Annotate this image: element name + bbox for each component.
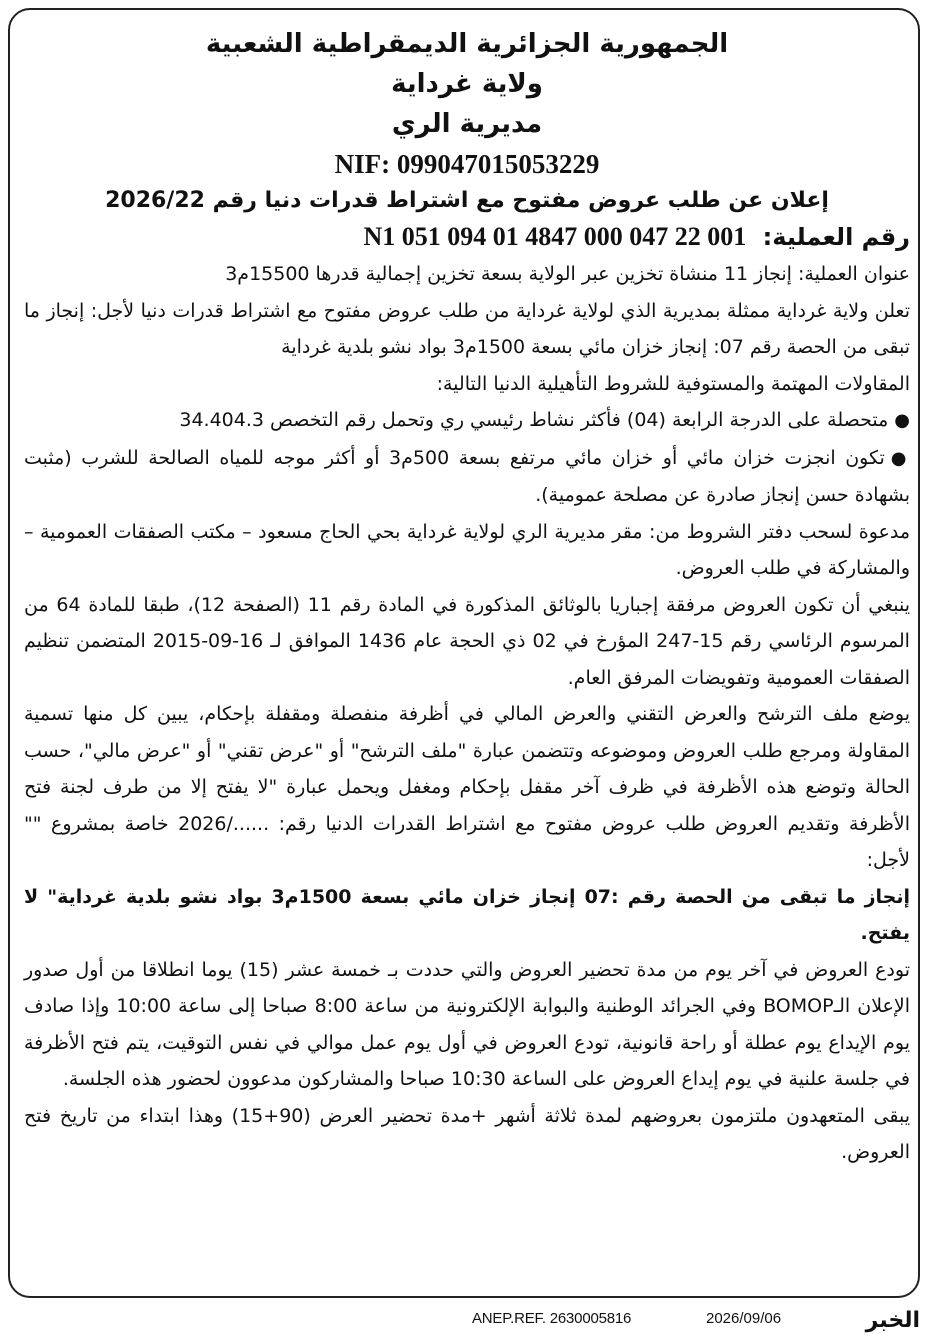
directorate-title: مديرية الري bbox=[391, 109, 543, 139]
notice-content bbox=[24, 24, 910, 1171]
bullet-icon: ● bbox=[890, 447, 910, 469]
paragraph-envelopes: يوضع ملف الترشح والعرض التقني والعرض المالي في أظرفة منفصلة ومقفلة بإحكام، يبين كل منها تسمية المقاولة ومرجع طلب العروض وموضوعه وتتضمن عبارة "ملف الترشح" أو "عرض تقني" أو "عرض مالي"، حسب الحالة وتوضع هذه الأظرفة في ظرف آخر مقفل بإحكام ومغفل ويحمل عبارة "لا يفتح إلا من طرف لجنة فتح الأظرفة وتقديم العروض طلب عروض مفتوح مع اشتراط القدرات الدنيا رقم: ....../2026 خاصة بمشروع "" لأجل: bbox=[24, 703, 910, 871]
paragraph-conditions: المقاولات المهتمة والمستوفية للشروط التأهيلية الدنيا التالية: bbox=[436, 372, 910, 395]
footer bbox=[0, 1306, 933, 1340]
paragraph-documents: ينبغي أن تكون العروض مرفقة إجباريا بالوثائق المذكورة في المادة رقم 11 (الصفحة 12)، طبقا للمادة 64 من المرسوم الرئاسي رقم 15-247 المؤرخ في 02 ذي الحجة عام 1436 الموافق لـ 16-09-2015 المتضمن تنظيم الصفقات العمومية وتفويضات المرفق العام. bbox=[24, 593, 910, 689]
anep-reference: ANEP.REF. 2630005816 bbox=[472, 1310, 632, 1327]
announcement-title: إعلان عن طلب عروض مفتوح مع اشتراط قدرات دنيا رقم 2026/22 bbox=[105, 188, 829, 213]
paragraph-withdrawal: مدعوة لسحب دفتر الشروط من: مقر مديرية الري لولاية غرداية بحي الحاج مسعود – مكتب الصفقات العمومية – والمشاركة في طلب العروض. bbox=[24, 520, 910, 579]
paragraph-deposit: تودع العروض في آخر يوم من مدة تحضير العروض والتي حددت بـ خمسة عشر (15) يوما انطلاقا من أول صدور الإعلان الـBOMOP وفي الجرائد الوطنية والبوابة الإلكترونية من ساعة 8:00 صباحا إلى ساعة 10:00 وإذا صادف يوم الإيداع يوم عطلة أو راحة قانونية، تودع العروض في أول يوم عمل موالي في نفس التوقيت، يتم فتح الأظرفة في جلسة علنية في يوم إيداع العروض على الساعة 10:30 صباحا والمشاركون مدعوون لحضور هذه الجلسة. bbox=[24, 958, 910, 1090]
condition-item bbox=[24, 402, 910, 440]
condition-text: تكون انجزت خزان مائي أو خزان مائي مرتفع بسعة 500م3 أو أكثر موجه للمياه الصالحة للشرب (مثبت بشهادة حسن إنجاز صادرة عن مصلحة عمومية). bbox=[24, 446, 910, 506]
paragraph-intro: تعلن ولاية غرداية ممثلة بمديرية الذي لولاية غرداية من طلب عروض مفتوح مع اشتراط قدرات دنيا لأجل: إنجاز ما تبقى من الحصة رقم 07: إنجاز خزان مائي بسعة 1500م3 بواد نشو بلدية غرداية bbox=[24, 299, 910, 358]
operation-number-line bbox=[24, 218, 910, 256]
operation-label: رقم العملية: bbox=[762, 223, 910, 251]
republic-title: الجمهورية الجزائرية الديمقراطية الشعبية bbox=[205, 29, 729, 59]
operation-number: N1 051 094 01 4847 000 047 22 001 bbox=[363, 222, 747, 251]
bullet-icon: ● bbox=[894, 410, 910, 431]
newspaper-logo: الخبر bbox=[865, 1308, 920, 1333]
nif-number: NIF: 099047015053229 bbox=[334, 149, 600, 179]
paragraph-validity: يبقى المتعهدون ملتزمون بعروضهم لمدة ثلاثة أشهر +مدة تحضير العرض (90+15) وهذا ابتداء من تاريخ فتح العروض. bbox=[24, 1104, 910, 1163]
condition-item bbox=[24, 440, 910, 514]
paragraph-project: إنجاز ما تبقى من الحصة رقم :07 إنجاز خزان مائي بسعة 1500م3 بواد نشو بلدية غرداية" لا يفتح. bbox=[24, 885, 910, 944]
publication-date: 2026/09/06 bbox=[706, 1310, 782, 1327]
wilaya-title: ولاية غرداية bbox=[391, 69, 543, 99]
condition-text: متحصلة على الدرجة الرابعة (04) فأكثر نشاط رئيسي ري وتحمل رقم التخصص 34.404.3 bbox=[179, 409, 889, 431]
paragraph-title: عنوان العملية: إنجاز 11 منشاة تخزين عبر الولاية بسعة تخزين إجمالية قدرها 15500م3 bbox=[225, 263, 910, 285]
